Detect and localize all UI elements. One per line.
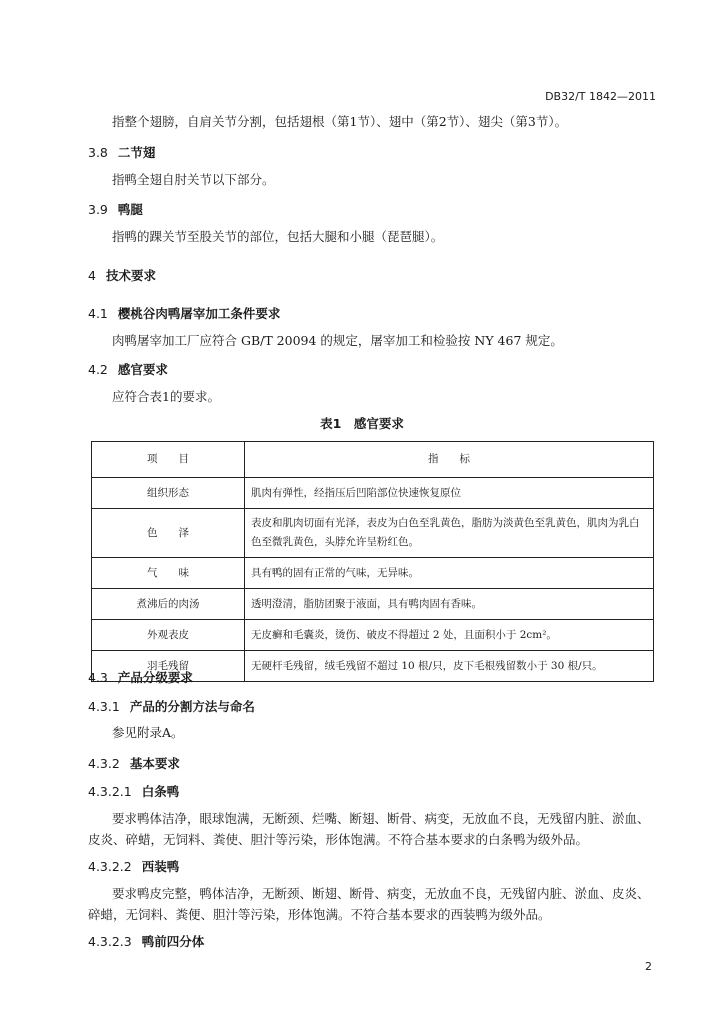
page-number: 2 bbox=[645, 960, 652, 973]
row-item: 气 味 bbox=[92, 558, 245, 589]
row-item: 外观表皮 bbox=[92, 620, 245, 651]
table-row bbox=[92, 558, 654, 589]
row-value: 表皮和肌肉切面有光泽，表皮为白色至乳黄色，脂肪为淡黄色至乳黄色，肌肉为乳白色至微乳黄色，头脖允许呈粉红色。 bbox=[245, 509, 654, 558]
section-4-3-1-heading bbox=[88, 697, 255, 715]
section-title: 二节翅 bbox=[117, 145, 156, 160]
section-number: 4 bbox=[88, 268, 96, 283]
column-header-item: 项 目 bbox=[92, 442, 245, 478]
standard-number: DB32/T 1842—2011 bbox=[545, 90, 656, 103]
section-4-heading bbox=[88, 266, 156, 284]
section-4-3-2-3-heading bbox=[88, 932, 204, 950]
table-row bbox=[92, 589, 654, 620]
section-4-1-text: 肉鸭屠宰加工厂应符合 GB/T 20094 的规定，屠宰加工和检验按 NY 467 规定。 bbox=[112, 333, 563, 348]
section-4-2-text: 应符合表1的要求。 bbox=[112, 389, 220, 404]
section-3-9-heading bbox=[88, 200, 143, 218]
table-header-row bbox=[92, 442, 654, 478]
section-4-3-2-heading bbox=[88, 754, 180, 772]
row-item: 煮沸后的肉汤 bbox=[92, 589, 245, 620]
sensory-requirements-table bbox=[91, 441, 654, 682]
row-value: 无皮癣和毛囊炎，烫伤、破皮不得超过 2 处，且面积小于 2cm²。 bbox=[245, 620, 654, 651]
section-number: 4.3.2 bbox=[88, 756, 120, 771]
paragraph-3-7-definition: 指整个翅膀，自肩关节分割，包括翅根（第1节）、翅中（第2节）、翅尖（第3节）。 bbox=[112, 114, 568, 129]
section-4-3-2-2-heading bbox=[88, 857, 179, 875]
section-4-3-2-1-text-line1: 要求鸭体洁净，眼球饱满，无断颈、烂嘴、断翅、断骨、病变，无放血不良，无残留内脏、淤血、 bbox=[112, 811, 650, 826]
section-number: 4.3.2.3 bbox=[88, 934, 132, 949]
section-number: 4.3.2.2 bbox=[88, 859, 132, 874]
section-3-9-text: 指鸭的踝关节至股关节的部位，包括大腿和小腿（琵琶腿）。 bbox=[112, 229, 444, 244]
section-title: 产品的分割方法与命名 bbox=[129, 699, 255, 714]
section-4-3-2-1-heading bbox=[88, 782, 179, 800]
section-number: 4.3 bbox=[88, 670, 108, 685]
section-4-1-heading bbox=[88, 304, 280, 322]
table-row bbox=[92, 620, 654, 651]
section-4-3-1-text: 参见附录A。 bbox=[112, 725, 184, 740]
section-4-3-2-2-text-line1: 要求鸭皮完整，鸭体洁净，无断颈、断翅、断骨、病变，无放血不良，无残留内脏、淤血、皮炎、 bbox=[112, 886, 650, 901]
row-item: 组织形态 bbox=[92, 478, 245, 509]
table-row bbox=[92, 509, 654, 558]
section-number: 4.3.1 bbox=[88, 699, 120, 714]
section-title: 白条鸭 bbox=[141, 784, 180, 799]
row-value: 肌肉有弹性，经指压后凹陷部位快速恢复原位 bbox=[245, 478, 654, 509]
section-number: 3.9 bbox=[88, 202, 108, 217]
section-title: 技术要求 bbox=[105, 268, 156, 283]
row-value: 透明澄清，脂肪团聚于液面，具有鸭肉固有香味。 bbox=[245, 589, 654, 620]
table-row bbox=[92, 478, 654, 509]
section-4-3-2-1-text-line2: 皮炎、碎蜡，无饲料、粪使、胆汁等污染，形体饱满。不符合基本要求的白条鸭为级外品。 bbox=[88, 832, 589, 847]
row-value: 无硬杆毛残留，绒毛残留不超过 10 根/只，皮下毛根残留数小于 30 根/只。 bbox=[245, 651, 654, 682]
column-header-index: 指 标 bbox=[245, 442, 654, 478]
section-title: 基本要求 bbox=[129, 756, 180, 771]
section-title: 鸭前四分体 bbox=[141, 934, 205, 949]
section-3-8-heading bbox=[88, 143, 155, 161]
row-item: 色 泽 bbox=[92, 509, 245, 558]
section-number: 3.8 bbox=[88, 145, 108, 160]
section-number: 4.3.2.1 bbox=[88, 784, 132, 799]
row-value: 具有鸭的固有正常的气味，无异味。 bbox=[245, 558, 654, 589]
section-number: 4.2 bbox=[88, 362, 108, 377]
section-3-8-text: 指鸭全翅自肘关节以下部分。 bbox=[112, 172, 275, 187]
section-4-3-heading bbox=[88, 668, 193, 686]
section-title: 产品分级要求 bbox=[117, 670, 193, 685]
section-title: 西装鸭 bbox=[141, 859, 180, 874]
section-4-2-heading bbox=[88, 360, 168, 378]
section-number: 4.1 bbox=[88, 306, 108, 321]
row-item: 羽毛残留 bbox=[92, 651, 245, 682]
section-title: 鸭腿 bbox=[117, 202, 143, 217]
section-title: 樱桃谷肉鸭屠宰加工条件要求 bbox=[117, 306, 281, 321]
table-caption: 表1 感官要求 bbox=[320, 416, 404, 431]
section-4-3-2-2-text-line2: 碎蜡，无饲料、粪便、胆汁等污染，形体饱满。不符合基本要求的西装鸭为级外品。 bbox=[88, 907, 551, 922]
section-title: 感官要求 bbox=[117, 362, 168, 377]
